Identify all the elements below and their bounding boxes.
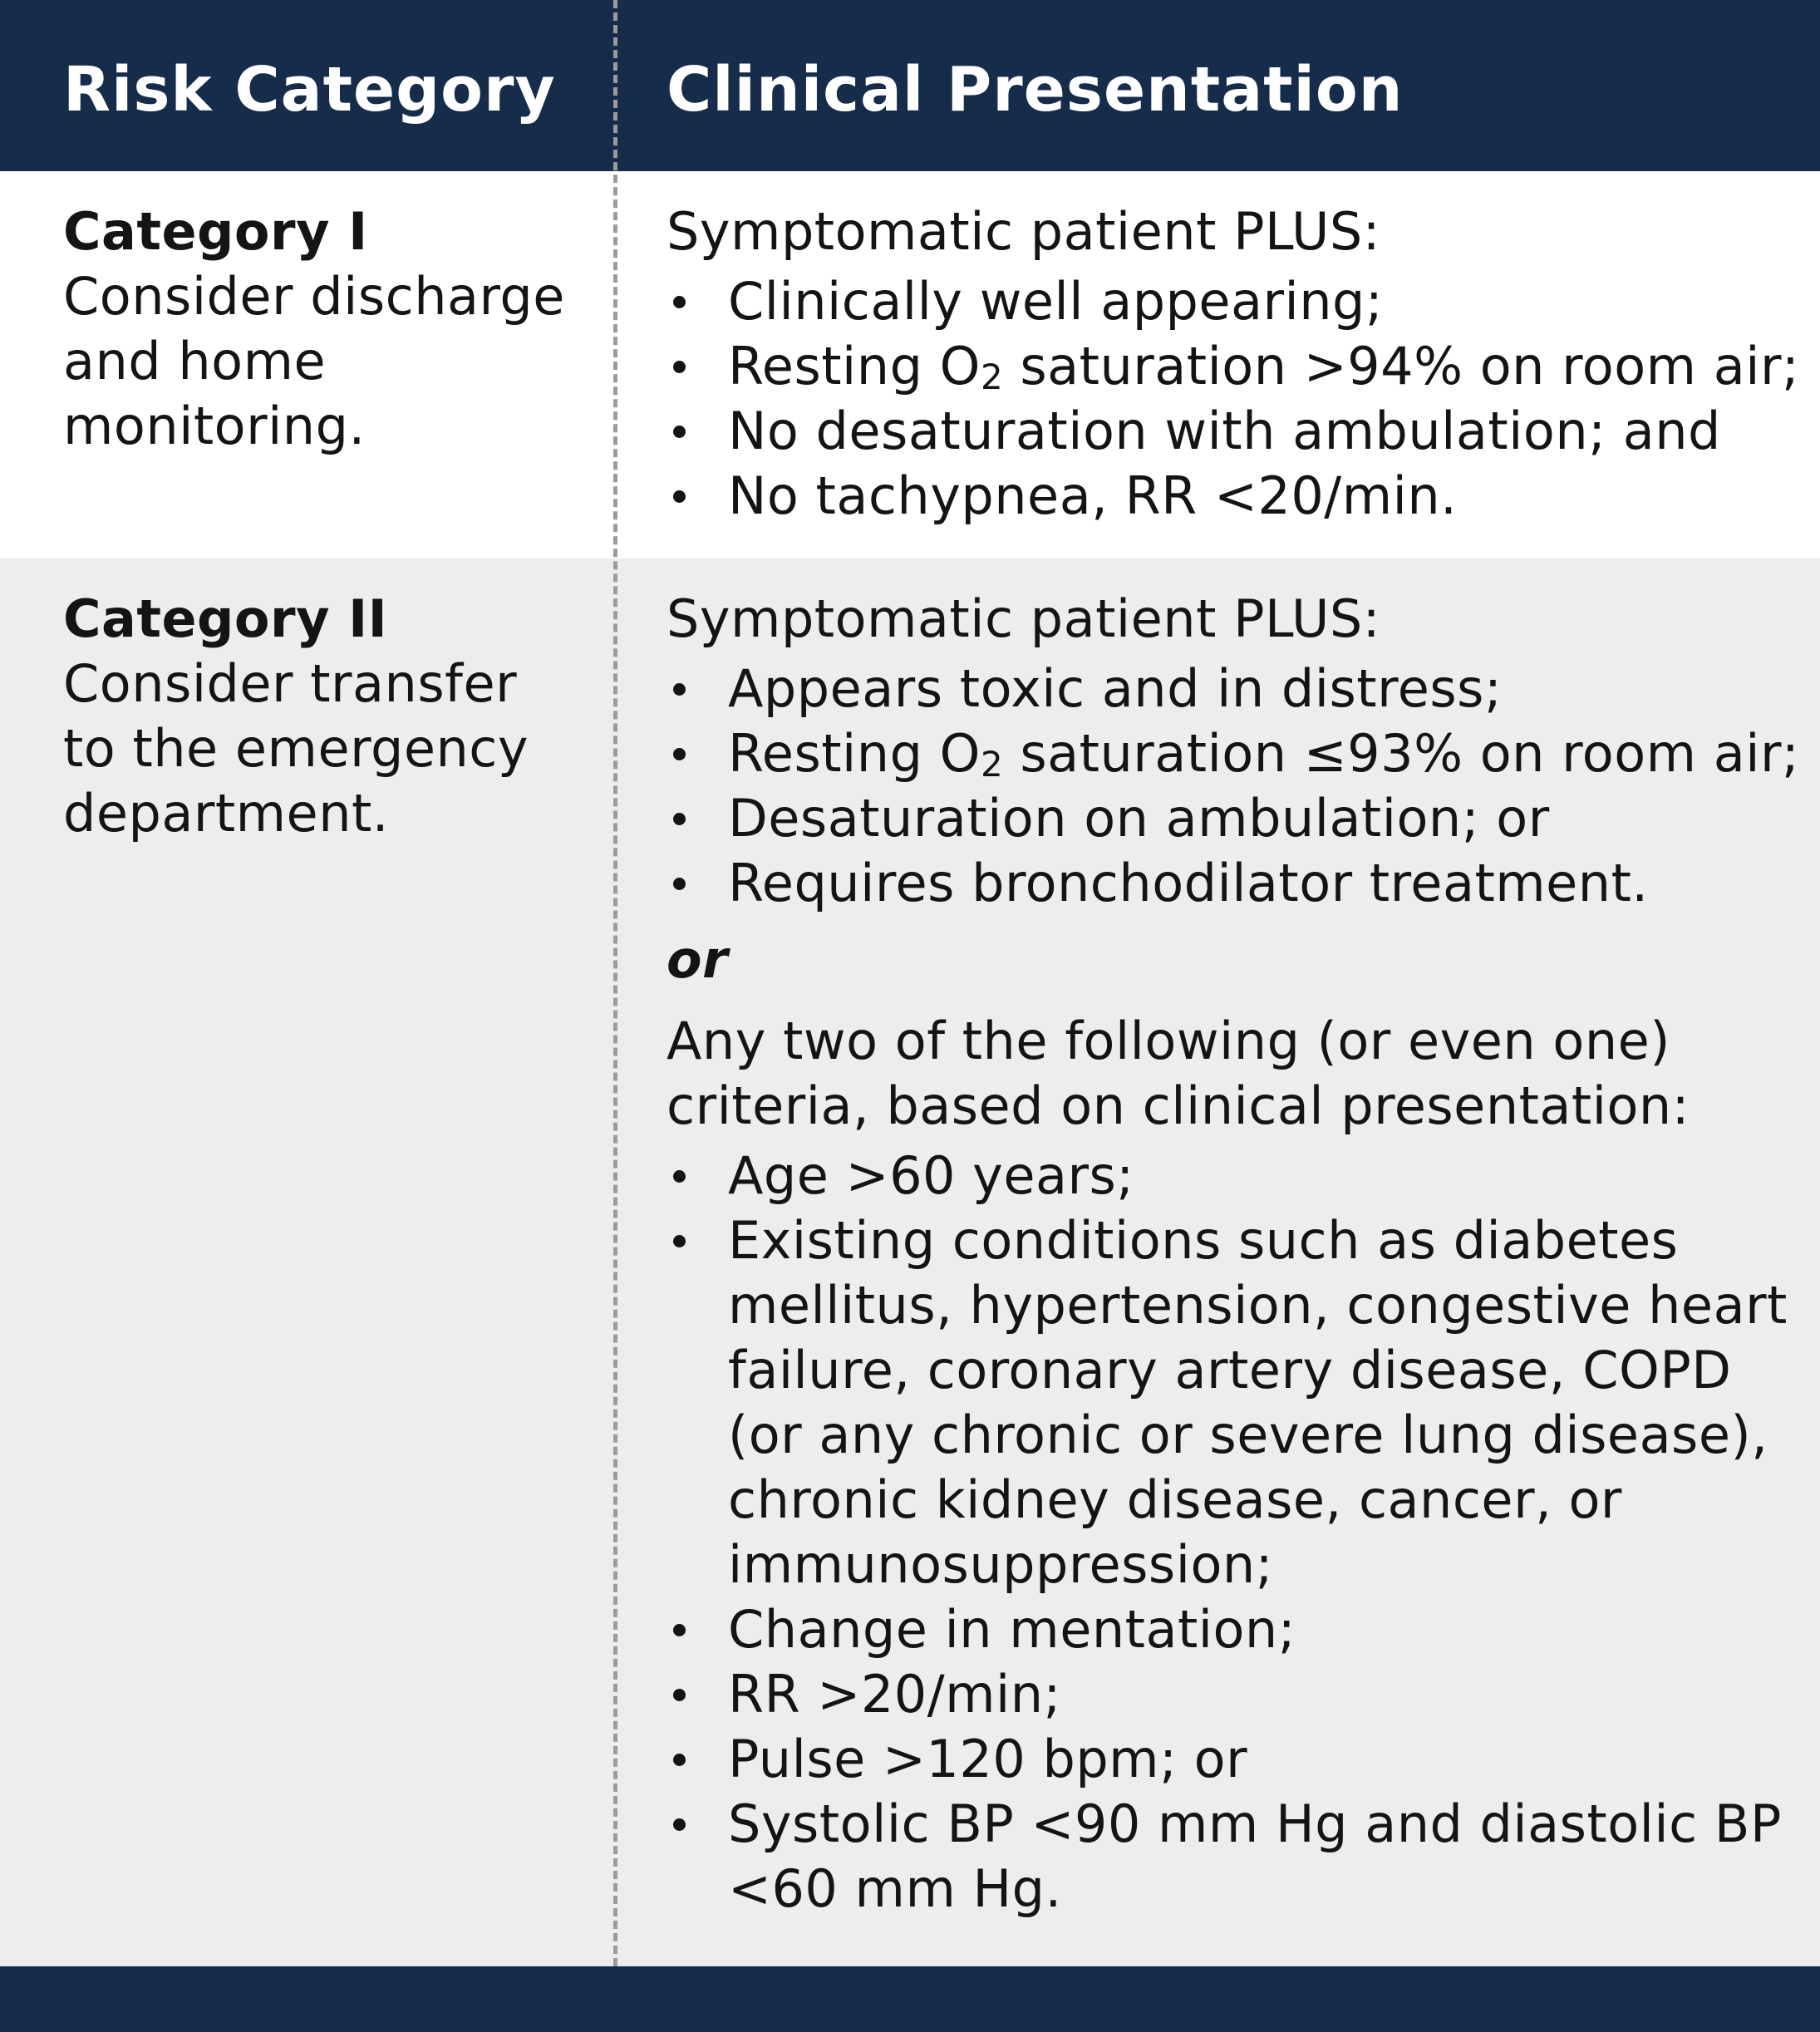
list-item: Existing conditions such as diabetes mellitus, hypertension, congestive heart failure, coronary artery disease, COPD (or any chronic or severe lung disease), chronic kidney disease, cancer, or immunosuppression; — [667, 1208, 1797, 1597]
bullet-icon — [673, 1235, 686, 1247]
category-desc-line: Consider discharge — [63, 266, 565, 327]
bullet-icon — [673, 748, 686, 760]
bullet-icon — [673, 1170, 686, 1183]
secondary-criteria-intro: Any two of the following (or even one) criteria, based on clinical presentation: — [667, 1011, 1690, 1136]
table-footer-bar — [0, 1966, 1820, 2032]
risk-category-cell — [63, 587, 578, 846]
column-divider — [613, 0, 617, 1966]
category-desc-line: department. — [63, 783, 390, 844]
table-row-category-2 — [0, 558, 1820, 1966]
bullet-icon — [673, 1818, 686, 1831]
presentation-intro: Symptomatic patient PLUS: — [667, 588, 1381, 649]
or-separator: or — [667, 929, 729, 990]
list-item: RR >20/min; — [667, 1662, 1797, 1727]
bullet-icon — [673, 426, 686, 438]
bullet-icon — [673, 1754, 686, 1766]
risk-category-cell — [63, 199, 578, 459]
list-item: Desaturation on ambulation; or — [667, 786, 1797, 851]
list-item: Resting $O_2$ saturation >94% on room air; — [667, 334, 1797, 399]
list-item: Clinically well appearing; — [667, 269, 1797, 334]
category-title: Category I — [63, 201, 368, 262]
bullet-icon — [673, 878, 686, 890]
bullet-icon — [673, 490, 686, 503]
criteria-list — [667, 269, 1800, 529]
category-desc-line: to the emergency — [63, 718, 529, 779]
presentation-intro: Symptomatic patient PLUS: — [667, 201, 1381, 262]
list-item: Requires bronchodilator treatment. — [667, 851, 1797, 916]
list-item: Pulse >120 bpm; or — [667, 1727, 1797, 1792]
bullet-icon — [673, 1689, 686, 1701]
table-header — [0, 0, 1820, 171]
list-item: Systolic BP <90 mm Hg and diastolic BP <60 mm Hg. — [667, 1792, 1797, 1921]
bullet-icon — [673, 361, 686, 373]
criteria-list — [667, 657, 1800, 916]
list-item: Resting $O_2$ saturation ≤93% on room air; — [667, 721, 1797, 786]
bullet-icon — [673, 296, 686, 308]
list-item: No tachypnea, RR <20/min. — [667, 464, 1797, 529]
category-desc-line: and home — [63, 331, 327, 391]
bullet-icon — [673, 683, 686, 696]
list-item: Appears toxic and in distress; — [667, 657, 1797, 721]
bullet-icon — [673, 813, 686, 825]
bullet-icon — [673, 1624, 686, 1636]
header-clinical-presentation: Clinical Presentation — [667, 54, 1404, 125]
list-item: No desaturation with ambulation; and — [667, 399, 1797, 464]
category-desc-line: monitoring. — [63, 396, 366, 456]
list-item: Change in mentation; — [667, 1597, 1797, 1662]
header-risk-category: Risk Category — [63, 54, 556, 125]
category-title: Category II — [63, 588, 388, 649]
list-item: Age >60 years; — [667, 1144, 1797, 1208]
clinical-presentation-cell — [667, 587, 1800, 1921]
table-row-category-1 — [0, 171, 1820, 558]
secondary-criteria-list — [667, 1144, 1797, 1921]
clinical-presentation-cell — [667, 199, 1800, 529]
category-desc-line: Consider transfer — [63, 653, 518, 714]
